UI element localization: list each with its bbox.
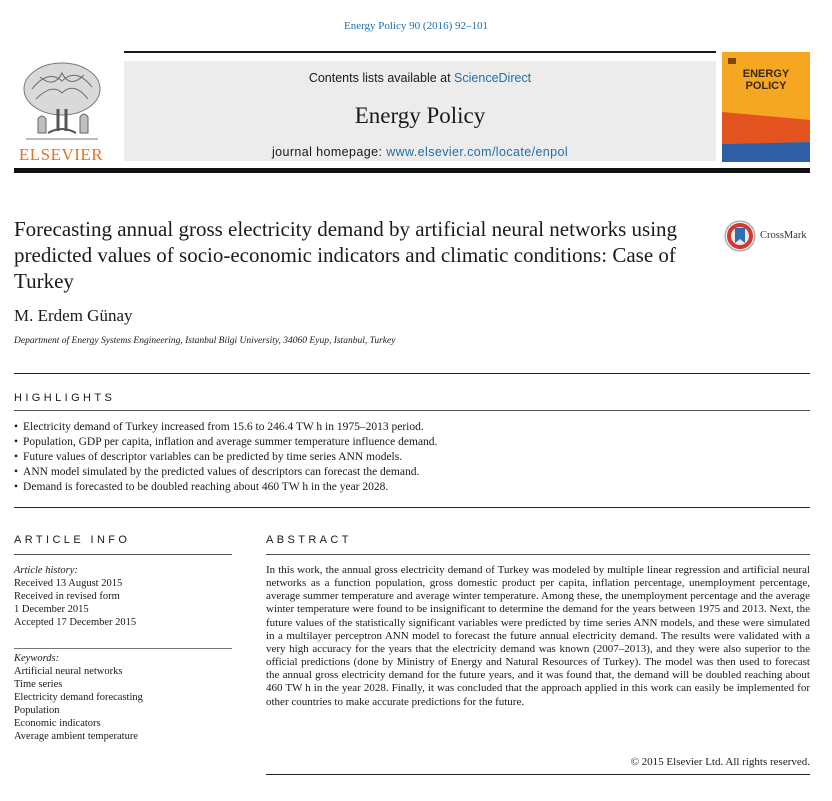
masthead-top-rule [124,51,716,53]
cover-title-line1: ENERGY [742,68,790,80]
sciencedirect-link[interactable]: ScienceDirect [454,71,532,85]
homepage-prefix: journal homepage: [271,145,387,159]
masthead-divider [14,168,810,173]
journal-title: Energy Policy [354,103,486,128]
keyword-item: Population [14,705,60,716]
divider [14,648,232,649]
history-line: Received 13 August 2015 [14,578,123,589]
article-history [14,564,232,629]
journal-citation[interactable]: Energy Policy 90 (2016) 92–101 [343,20,488,32]
divider [14,507,810,508]
highlight-item: • Electricity demand of Turkey increased from 15.6 to 246.4 TW h in 1975–2013 period. [14,420,810,435]
keyword-item: Average ambient temperature [14,731,138,742]
history-line: Received in revised form [14,591,120,602]
history-label: Article history: [14,565,78,576]
highlights-heading: HIGHLIGHTS [14,392,116,404]
history-line: Accepted 17 December 2015 [14,617,137,628]
author-name[interactable]: M. Erdem Günay [14,306,133,325]
journal-masthead [14,51,810,163]
elsevier-logo[interactable] [14,59,108,163]
cover-title-line2: POLICY [745,80,787,92]
divider [14,373,810,374]
contents-line [124,71,716,85]
keywords [14,652,232,743]
cover-title [722,68,810,92]
highlights-list [14,420,810,495]
highlight-item: • Future values of descriptor variables can be predicted by time series ANN models. [14,450,810,465]
highlight-item: • Demand is forecasted to be doubled reaching about 460 TW h in the year 2028. [14,480,810,495]
divider [14,410,810,411]
abstract-heading: ABSTRACT [266,534,352,546]
article-info-heading: ARTICLE INFO [14,534,131,546]
abstract-body: In this work, the annual gross electricity demand of Turkey was modeled by multiple linear regression and artificial neural networks as a function population, gross domestic product per capita, inflation percentage, unemployment percentage, average summer temperature and average winter temperature. Among these, the unemployment percentage and the average winter temperature were found to be insignificant to determine the demand for the years between 1975 and 2013. Next, the future values of the statistically significant variables were predicted by time series ANN models, and these were simulated in a multilayer perceptron ANN model to forecast the future annual electricity demand. The results were validated with a very high accuracy for the years that the electricity demand was known (2007–2013), and they were also superior to the official predictions (done by Ministry of Energy and Natural Resources of Turkey). The model was then used to forecast the annual gross electricity demand for the future years, and it was found that, the demand will be doubled reaching about 460 TW h in the year 2028. Finally, it was concluded that the approach applied in this work can easily be implemented for other countries to make accurate predictions for the future. [266,564,810,708]
highlight-item: • ANN model simulated by the predicted values of descriptors can forecast the demand. [14,465,810,480]
keyword-item: Artificial neural networks [14,666,123,677]
crossmark-label: CrossMark [760,230,807,241]
journal-banner [124,61,716,161]
keyword-item: Economic indicators [14,718,101,729]
copyright-notice: © 2015 Elsevier Ltd. All rights reserved. [630,756,810,768]
keywords-label: Keywords: [14,653,60,664]
crossmark-badge[interactable] [724,220,816,252]
homepage-link[interactable]: www.elsevier.com/locate/enpol [386,145,569,159]
elsevier-wordmark: ELSEVIER [18,145,104,164]
contents-prefix: Contents lists available at [308,71,455,85]
journal-cover-thumbnail[interactable] [722,52,810,162]
history-line: 1 December 2015 [14,604,89,615]
keyword-item: Time series [14,679,63,690]
author-affiliation: Department of Energy Systems Engineering, Istanbul Bilgi University, 34060 Eyup, Istanbul, Turkey [14,336,396,346]
crossmark-icon [724,220,756,252]
divider [14,554,232,555]
divider [266,774,810,775]
homepage-line [124,145,716,159]
elsevier-tree-icon [18,59,106,143]
keyword-item: Electricity demand forecasting [14,692,143,703]
highlight-item: • Population, GDP per capita, inflation and average summer temperature influence demand. [14,435,810,450]
article-title: Forecasting annual gross electricity demand by artificial neural networks using predicted values of socio-economic indicators and climatic conditions: Case of Turkey [14,217,678,293]
divider [266,554,810,555]
